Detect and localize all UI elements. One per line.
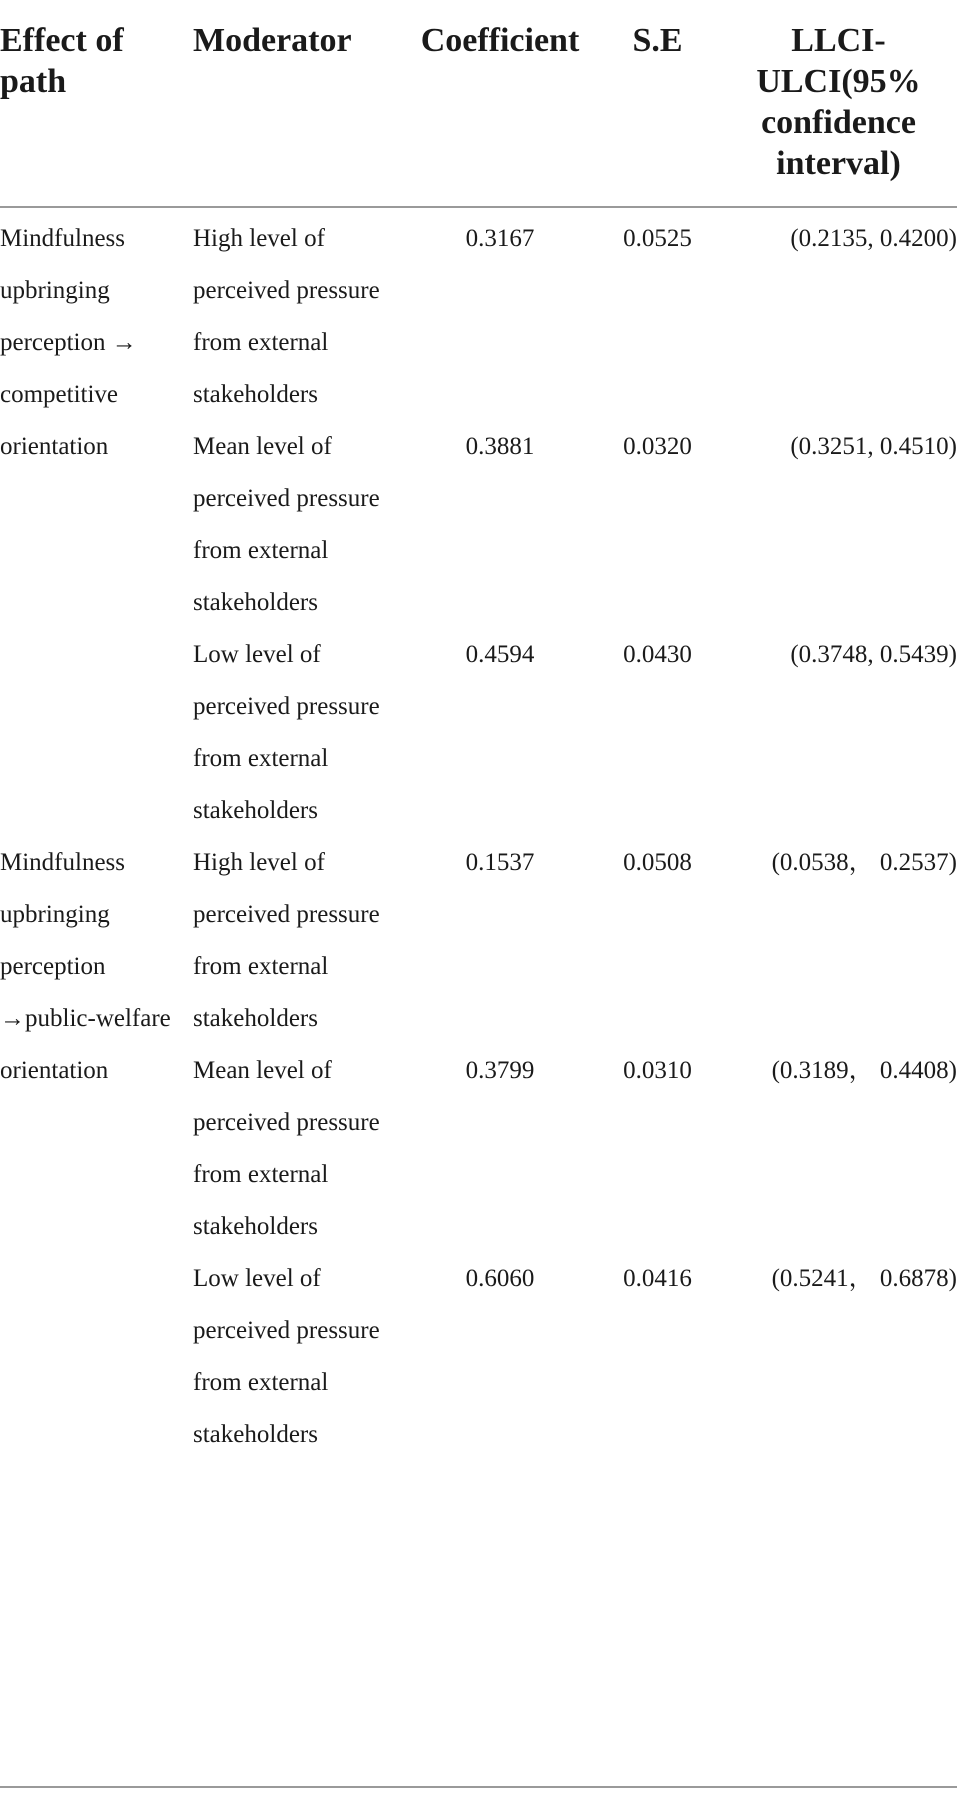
path-cell: Mindfulness upbringing perception → competitive orientation	[0, 225, 137, 460]
header-coefficient: Coefficient	[405, 0, 595, 207]
table-header	[0, 0, 957, 207]
coefficient-cell: 0.6060	[465, 1265, 535, 1292]
ci-cell: (0.3189， 0.4408)	[771, 1057, 957, 1084]
ci-cell: (0.3251, 0.4510)	[790, 433, 957, 460]
moderator-cell: Mean level of perceived pressure from external stakeholders	[193, 1057, 380, 1240]
header-moderator: Moderator	[193, 0, 405, 207]
ci-cell: (0.5241， 0.6878)	[771, 1265, 957, 1292]
se-cell: 0.0416	[623, 1265, 692, 1292]
moderator-cell: High level of perceived pressure from external stakeholders	[193, 225, 380, 408]
table-row	[0, 837, 957, 1045]
table-body	[0, 207, 957, 1461]
table-row	[0, 207, 957, 421]
se-cell: 0.0320	[623, 433, 692, 460]
coefficient-cell: 0.4594	[465, 641, 535, 668]
se-cell: 0.0508	[623, 849, 692, 876]
header-effect-of-path: Effect of path	[0, 0, 193, 207]
se-cell: 0.0525	[623, 225, 692, 252]
header-row	[0, 0, 957, 207]
coefficient-cell: 0.3167	[465, 225, 535, 252]
coefficient-cell: 0.3881	[465, 433, 535, 460]
ci-cell: (0.3748, 0.5439)	[790, 641, 957, 668]
ci-cell: (0.0538， 0.2537)	[771, 849, 957, 876]
path-cell: Mindfulness upbringing perception →public-welfare orientation	[0, 849, 171, 1084]
coefficient-cell: 0.3799	[465, 1057, 535, 1084]
moderator-cell: High level of perceived pressure from external stakeholders	[193, 849, 380, 1032]
coefficient-cell: 0.1537	[465, 849, 535, 876]
se-cell: 0.0430	[623, 641, 692, 668]
header-se: S.E	[595, 0, 720, 207]
moderator-cell: Low level of perceived pressure from external stakeholders	[193, 641, 380, 824]
header-confidence-interval: LLCI-ULCI(95% confidence interval)	[720, 0, 957, 207]
moderator-cell: Low level of perceived pressure from external stakeholders	[193, 1265, 380, 1448]
table-bottom-rule	[0, 1786, 957, 1788]
se-cell: 0.0310	[623, 1057, 692, 1084]
ci-cell: (0.2135, 0.4200)	[790, 225, 957, 252]
moderator-cell: Mean level of perceived pressure from external stakeholders	[193, 433, 380, 616]
